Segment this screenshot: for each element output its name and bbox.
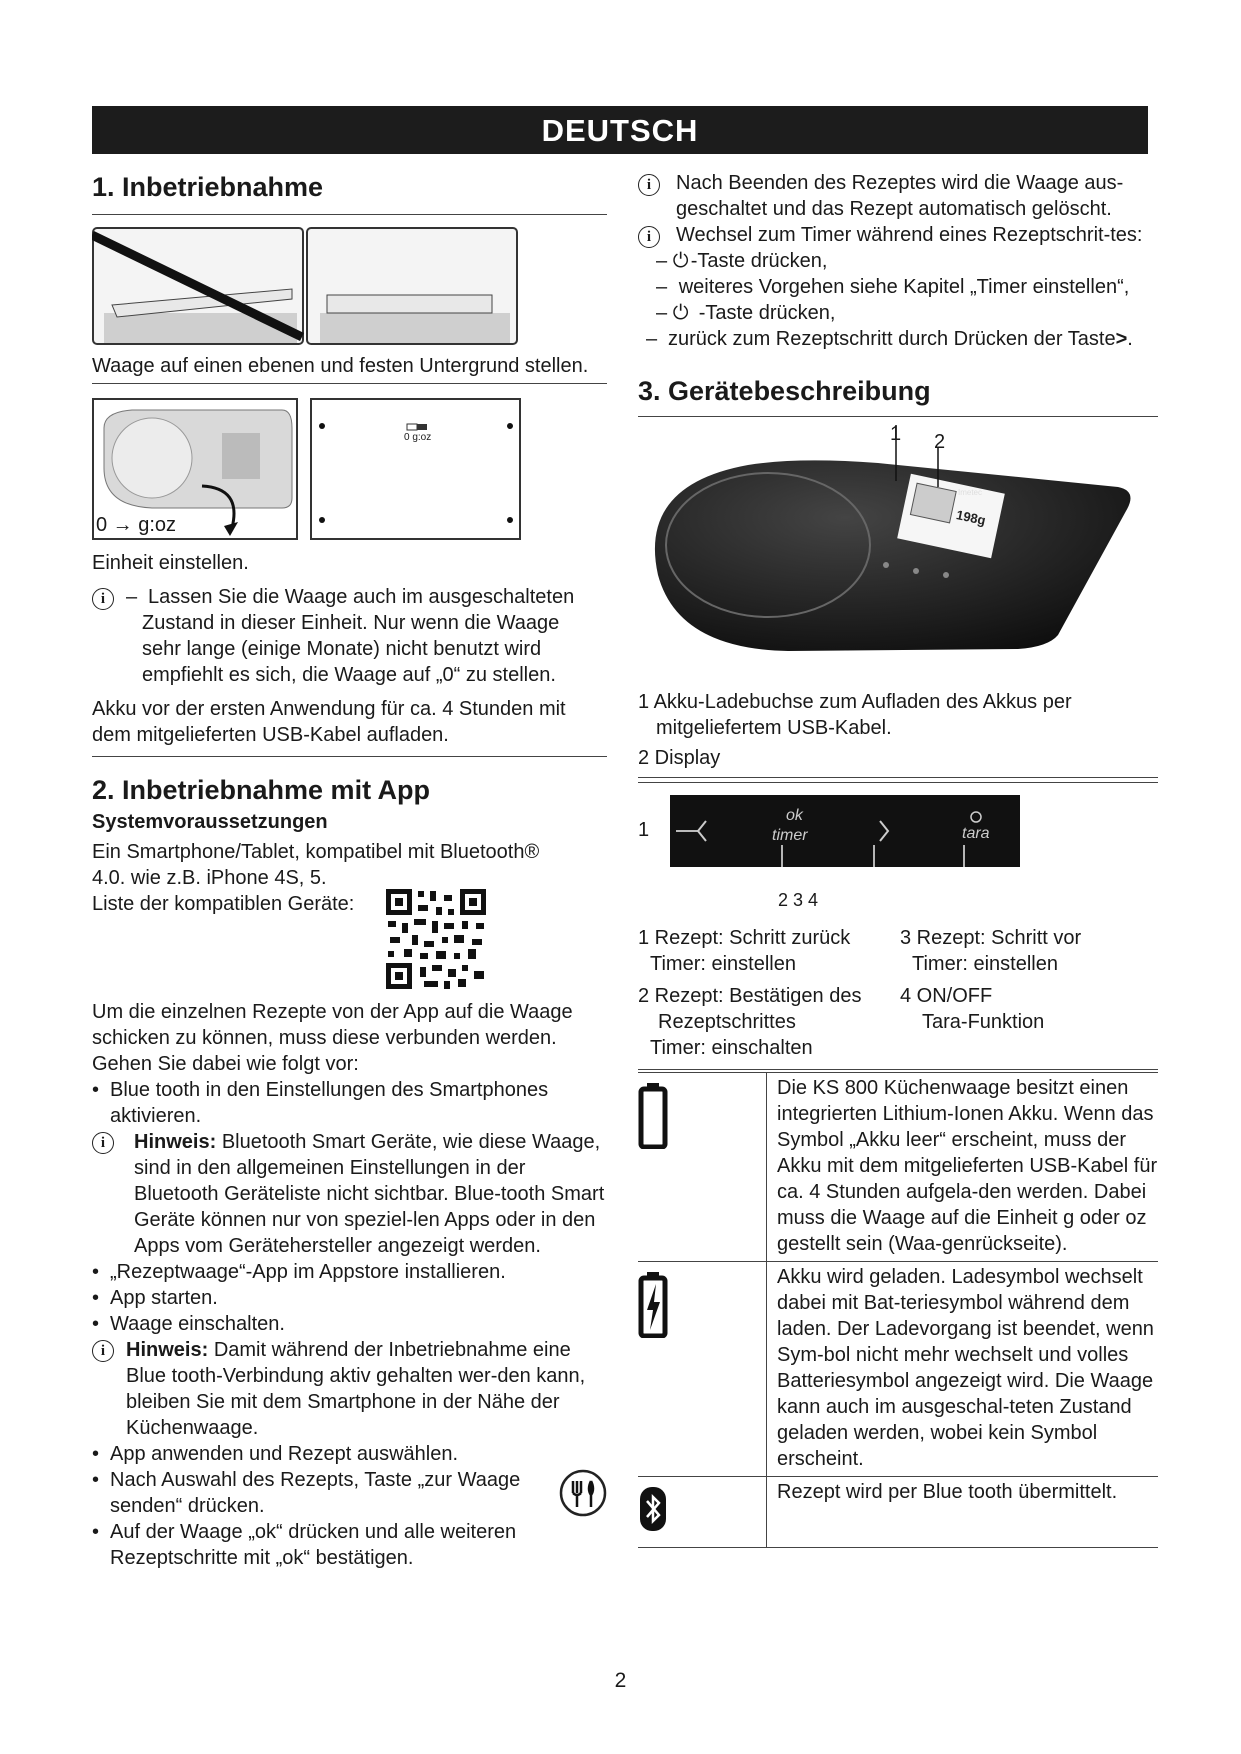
requirement-line-2: 4.0. wie z.B. iPhone 4S, 5. (92, 867, 327, 889)
table-row (638, 1262, 1158, 1477)
legend-line: Tara-Funktion (922, 1011, 1045, 1033)
device-illustration (638, 425, 1158, 675)
list-item: • „Rezeptwaage“-App im Appstore installieren. (92, 1261, 506, 1283)
section-2-title: 2. Inbetriebnahme mit App (92, 775, 431, 805)
hint-1-block (92, 1129, 607, 1259)
table-row (638, 1477, 1158, 1548)
charge-text: Akku vor der ersten Anwendung für ca. 4 Stunden mit dem mitgelieferten USB-Kabel aufladen. (92, 698, 566, 746)
timer-step (656, 248, 1158, 274)
table-icon-cell (638, 1073, 767, 1262)
language-banner: DEUTSCH (92, 106, 1148, 154)
timer-step-1: -Taste drücken, (690, 250, 828, 272)
requirement-line-1: Ein Smartphone/Tablet, kompatibel mit Bluetooth® (92, 841, 540, 863)
timer-step-4: zurück zum Rezeptschritt durch Drücken der Taste (668, 328, 1116, 350)
unit-label-right: 0 g:oz (404, 432, 432, 443)
callout-2: 2 (934, 431, 946, 453)
table-text-cell: Akku wird geladen. Ladesymbol wechselt dabei mit Bat-teriesymbol während dem laden. Der Ladevorgang ist beendet, wenn Sym-bol nicht mehr wechselt und volles Batteriesymbol angezeigt wird. Die Waage kann auch im ausgeschal-teten Zustand geladen werden, wobei kein Symbol erscheint. (777, 1266, 1154, 1470)
unit-info-line-4: empfiehlt es sich, die Waage auf „0“ zu stellen. (142, 664, 556, 686)
bullet-select-recipe: App anwenden und Rezept auswählen. (110, 1443, 459, 1465)
list-item: • App starten. (92, 1287, 218, 1309)
hint-2-label: Hinweis: (126, 1339, 209, 1361)
list-item: • Auf der Waage „ok“ drücken und alle weiteren Rezeptschritte mit „ok“ bestätigen. (92, 1521, 517, 1569)
panel-callout-1: 1 (638, 819, 650, 841)
app-intro-text: Um die einzelnen Rezepte von der App auf die Waage schicken zu können, muss diese verbunden werden. Gehen Sie dabei wie folgt vor: (92, 1001, 573, 1075)
timer-step-2: weiteres Vorgehen siehe Kapitel „Timer einstellen“, (678, 276, 1130, 298)
unit-label-left: 0 → g:oz (96, 514, 177, 536)
timer-step-3: -Taste drücken, (698, 302, 836, 324)
device-item-1: 1 Akku-Ladebuchse zum Aufladen des Akkus per mitgeliefertem USB-Kabel. (638, 691, 1072, 739)
unit-info-line-2: Zustand in dieser Einheit. Nur wenn die Waage (142, 612, 560, 634)
table-text-cell: Die KS 800 Küchenwaage besitzt einen integrierten Lithium-Ionen Akku. Wenn das Symbol „Akku leer“ erscheint, muss der Akku mit dem mitgelieferten USB-Kabel für ca. 4 Stunden aufgela-den werden. Dabei muss die Waage auf die Einheit g oder oz gestellt sein (Waa-genrückseite). (777, 1077, 1158, 1255)
info-finish-text: Nach Beenden des Rezeptes wird die Waage aus-geschaltet und das Rezept automatisch gelöscht. (676, 172, 1124, 220)
timer-step (656, 300, 1158, 326)
timer-step: – zurück zum Rezeptschritt durch Drücken der Taste>. (646, 328, 1133, 350)
table-row (638, 1073, 1158, 1262)
legend-line: 1 Rezept: Schritt zurück (638, 927, 851, 949)
info-timer-text: Wechsel zum Timer während eines Rezeptschrit-tes: (676, 224, 1143, 246)
bullet-scale-on: Waage einschalten. (110, 1313, 285, 1335)
unit-info-block (92, 584, 607, 688)
bullet-install-app: „Rezeptwaage“-App im Appstore installieren. (110, 1261, 506, 1283)
panel-ok-label: ok (786, 807, 803, 824)
table-icon-cell (638, 1262, 767, 1477)
symbol-table (638, 1072, 1158, 1548)
info-icon: i (638, 174, 660, 196)
surface-caption: Waage auf einen ebenen und festen Untergrund stellen. (92, 355, 589, 377)
list-item: • App anwenden und Rezept auswählen. (92, 1443, 459, 1465)
table-text-cell: Rezept wird per Blue tooth übermittelt. (777, 1481, 1118, 1503)
panel-tara-label: tara (962, 825, 990, 842)
list-item: • Waage einschalten. (92, 1313, 285, 1335)
info-icon: i (92, 588, 114, 610)
battery-charging-icon (638, 1272, 668, 1338)
info-timer-block (638, 222, 1158, 248)
info-icon: i (92, 1132, 114, 1154)
unit-illustrations (92, 398, 607, 540)
legend-line: 3 Rezept: Schritt vor (900, 927, 1082, 949)
hint-1-text: Bluetooth Smart Geräte, wie diese Waage, sind in den allgemeinen Einstellungen in der Bluetooth Geräteliste nicht sichtbar. Blue-tooth Smart Geräte können nur von speziel-len Apps oder in den Apps vom Gerätehersteller angezeigt werden. (134, 1131, 605, 1257)
list-item: • Blue tooth in den Einstellungen des Smartphones aktivieren. (92, 1079, 549, 1127)
qr-code (384, 887, 488, 991)
info-icon: i (638, 226, 660, 248)
info-dash: – (126, 586, 138, 608)
surface-illustrations (92, 227, 607, 345)
legend-item (638, 925, 900, 977)
display-brand: Imetec (958, 488, 983, 497)
requirement-line-3: Liste der kompatiblen Geräte: (92, 893, 355, 915)
control-panel-illustration (638, 795, 1158, 887)
panel-numbers: 2 3 4 (778, 890, 819, 910)
chevron-right-icon: > (1115, 328, 1128, 350)
page-number: 2 (614, 1669, 627, 1692)
system-requirements-title: Systemvoraussetzungen (92, 811, 328, 833)
legend-item (638, 983, 900, 1061)
info-finish-block (638, 170, 1158, 222)
unit-info-line-3: sehr lange (einige Monate) nicht benutzt wird (142, 638, 542, 660)
control-legend (638, 925, 1158, 1061)
left-column (92, 170, 607, 1571)
step-dash: – (646, 328, 658, 350)
send-to-scale-icon (559, 1469, 607, 1517)
bullet-bluetooth: Blue tooth in den Einstellungen des Smartphones aktivieren. (110, 1079, 549, 1127)
info-icon: i (92, 1340, 114, 1362)
right-column (638, 170, 1158, 1548)
legend-line: Timer: einstellen (912, 953, 1058, 975)
section-3-title: 3. Gerätebeschreibung (638, 376, 931, 406)
surface-illustration (92, 227, 522, 345)
timer-step (656, 274, 1158, 300)
bullet-start-app: App starten. (110, 1287, 218, 1309)
bullet-send-recipe: Nach Auswahl des Rezepts, Taste „zur Waage senden“ drücken. (110, 1469, 521, 1517)
step-dash: – (656, 276, 668, 298)
hint-2-block (92, 1337, 607, 1441)
timer-steps (638, 248, 1158, 352)
legend-line: Rezeptschrittes (658, 1011, 796, 1033)
bullet-confirm-ok: Auf der Waage „ok“ drücken und alle weiteren Rezeptschritte mit „ok“ bestätigen. (110, 1521, 517, 1569)
legend-line: 2 Rezept: Bestätigen des (638, 985, 862, 1007)
legend-item (900, 925, 1158, 977)
panel-timer-label: timer (772, 827, 808, 844)
display-weight: 198g (954, 507, 987, 528)
bluetooth-icon (638, 1487, 668, 1531)
step-dash: – (656, 250, 668, 272)
legend-line: Timer: einschalten (650, 1037, 813, 1059)
unit-caption: Einheit einstellen. (92, 552, 249, 574)
battery-empty-icon (638, 1083, 668, 1149)
legend-item (900, 983, 1158, 1061)
legend-line: 4 ON/OFF (900, 985, 993, 1007)
callout-1: 1 (890, 423, 902, 445)
unit-info-line-1: Lassen Sie die Waage auch im ausgeschalteten (148, 586, 575, 608)
device-item-2: 2 Display (638, 747, 721, 769)
hint-1-label: Hinweis: (134, 1131, 217, 1153)
hint-2-text: Damit während der Inbetriebnahme eine Blue tooth-Verbindung aktiv gehalten wer-den kann, bleiben Sie mit dem Smartphone in der Nähe der Küchenwaage. (126, 1339, 586, 1439)
section-1-title: 1. Inbetriebnahme (92, 172, 324, 202)
scale-photo (638, 425, 1158, 675)
step-dash: – (656, 302, 668, 324)
list-item: • Nach Auswahl des Rezepts, Taste „zur Waage senden“ drücken. (92, 1467, 607, 1519)
table-icon-cell (638, 1477, 767, 1548)
power-icon: ⏻ (672, 250, 689, 272)
legend-line: Timer: einstellen (650, 953, 796, 975)
power-icon: ⏻ (672, 302, 689, 324)
